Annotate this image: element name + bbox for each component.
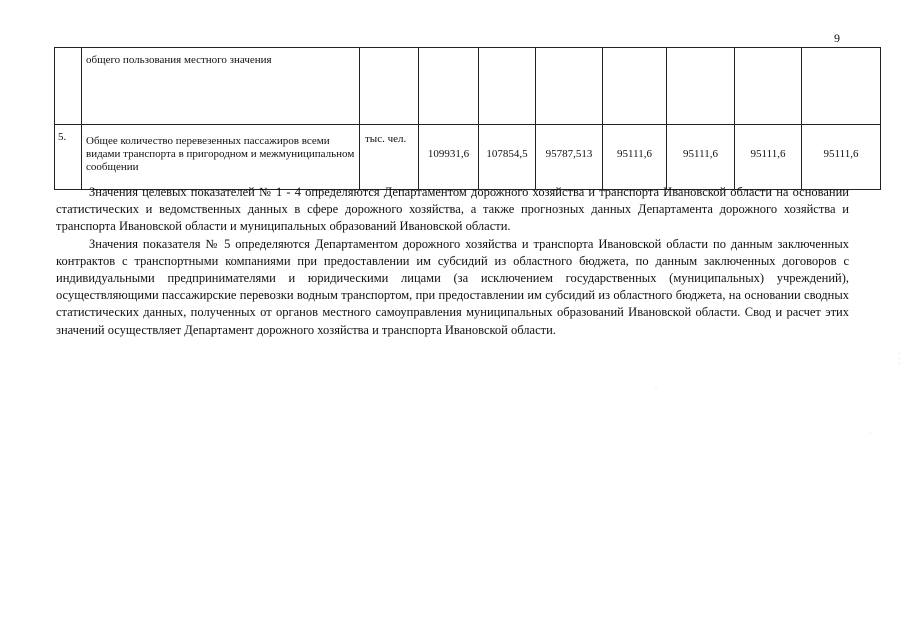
scan-artifact: · · · (898, 351, 900, 367)
unit-cell: тыс. чел. (360, 125, 419, 190)
paragraph: Значения показателя № 5 определяются Департаментом дорожного хозяйства и транспорта Ивановской области по данным заключенных контрактов с транспортными компаниями при предоставлении им субсидий из областного бюджета, по данным заключенных договоров с индивидуальными предпринимателями и юридическими лицами (за исключением государственных (муниципальных) учреждений), осуществляющими пассажирские перевозки водным транспортом, при предоставлении им субсидий из областного бюджета, на основании сводных статистических данных, полученных от органов местного самоуправления муниципальных образований Ивановской области. Свод и расчет этих значений осуществляет Департамент дорожного хозяйства и транспорта Ивановской области. (56, 236, 849, 337)
value-cell: 95111,6 (667, 125, 735, 190)
indicator-name: Общее количество перевезенных пассажиров всеми видами транспорта в пригородном и межмуниципальном сообщении (82, 125, 360, 190)
value-cell (735, 48, 802, 125)
value-cell: 95111,6 (802, 125, 881, 190)
unit-cell (360, 48, 419, 125)
indicators-table (54, 47, 881, 190)
paragraph: Значения целевых показателей № 1 - 4 определяются Департаментом дорожного хозяйства и транспорта Ивановской области на основании статистических и ведомственных данных в сфере дорожного хозяйства, а также прогнозных данных Департамента дорожного хозяйства и транспорта Ивановской области и муниципальных образований Ивановской области. (56, 185, 849, 234)
value-cell (802, 48, 881, 125)
table-row (55, 48, 881, 125)
value-cell: 107854,5 (479, 125, 536, 190)
row-number (55, 48, 82, 125)
value-cell (667, 48, 735, 125)
scan-artifact: · (869, 431, 871, 437)
value-cell (603, 48, 667, 125)
value-cell (479, 48, 536, 125)
body-text (56, 184, 849, 339)
value-cell (419, 48, 479, 125)
table-row (55, 125, 881, 190)
scan-artifact: · (655, 385, 657, 391)
value-cell: 95111,6 (735, 125, 802, 190)
row-number: 5. (55, 125, 82, 190)
value-cell: 95111,6 (603, 125, 667, 190)
value-cell (536, 48, 603, 125)
page-number: 9 (834, 31, 840, 45)
value-cell: 109931,6 (419, 125, 479, 190)
indicator-name: общего пользования местного значения (82, 48, 360, 125)
value-cell: 95787,513 (536, 125, 603, 190)
